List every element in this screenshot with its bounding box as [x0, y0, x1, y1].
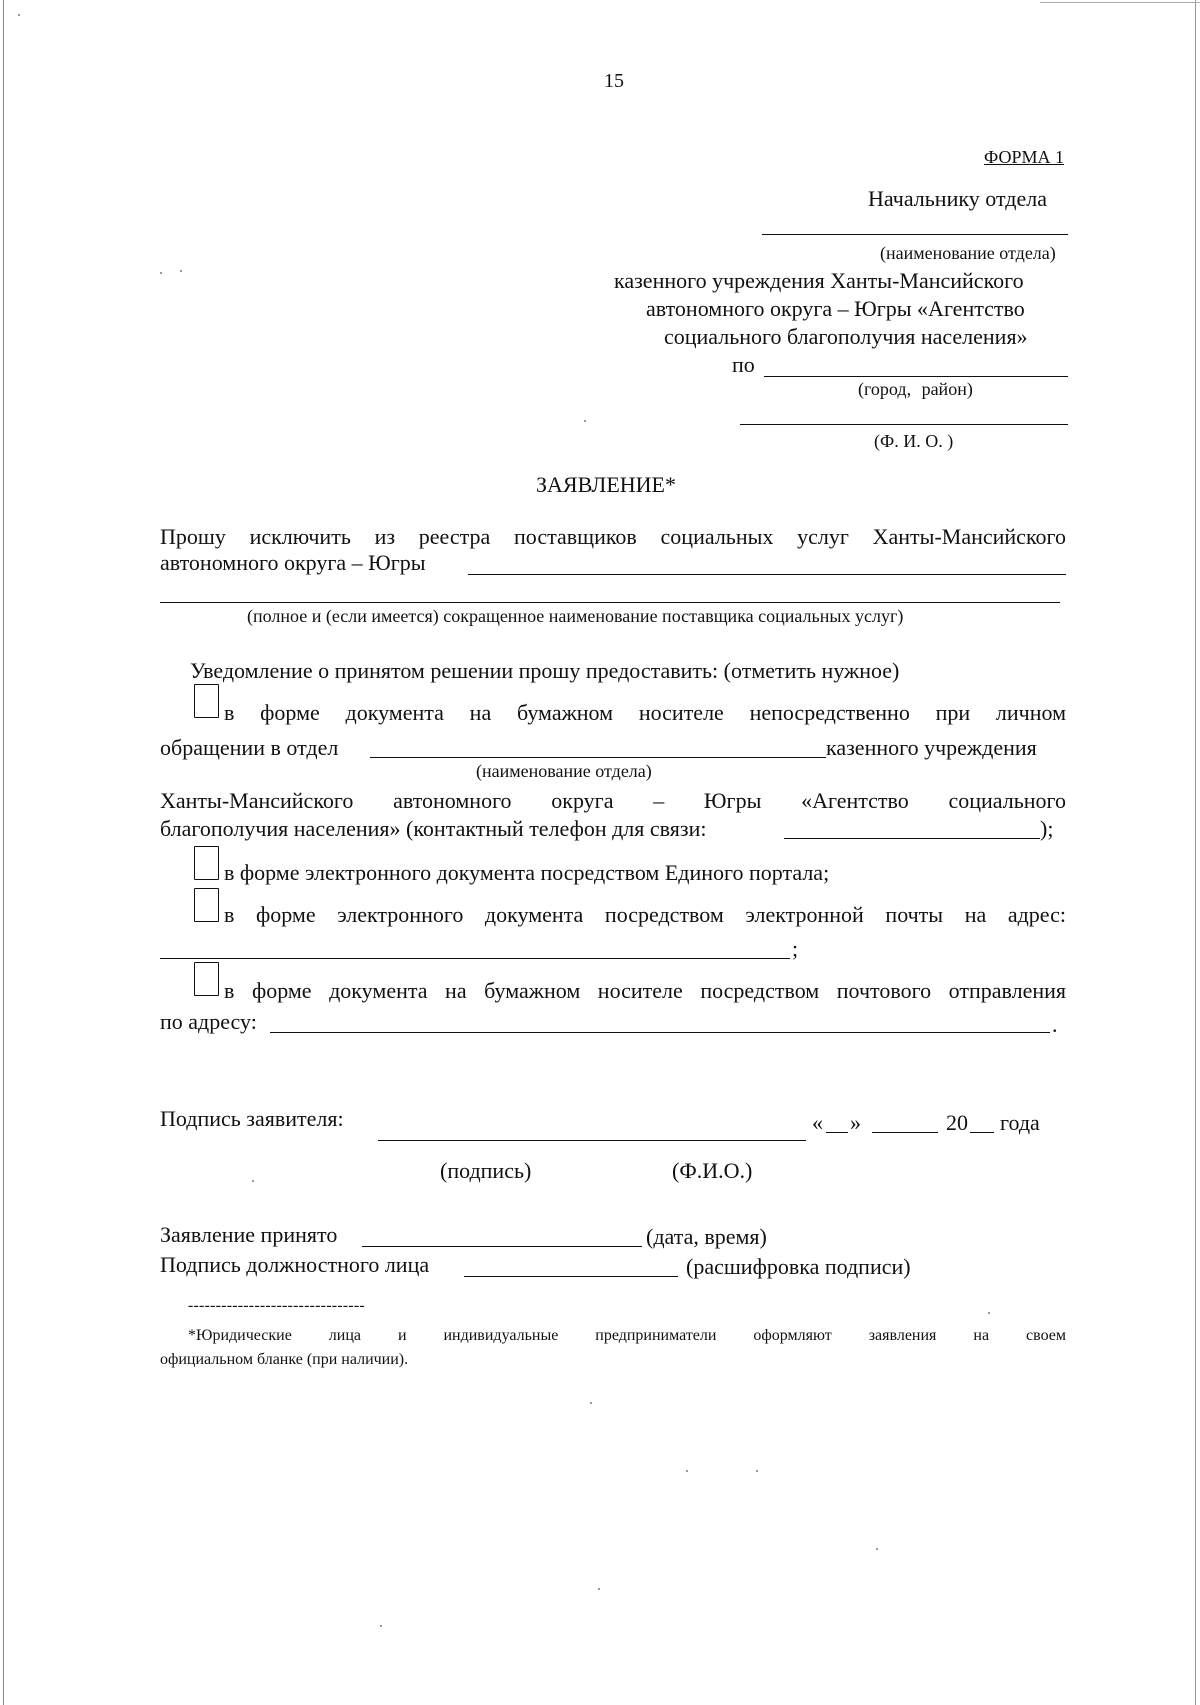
option-1-line-2-prefix: обращении в отдел	[160, 735, 339, 760]
request-line-2: автономного округа – Югры	[160, 550, 426, 575]
request-line-1: Прошу исключить из реестра поставщиков социальных услуг Ханты-Мансийского	[160, 524, 1066, 549]
scan-speck	[756, 1470, 758, 1472]
notification-intro: Уведомление о принятом решении прошу предоставить: (отметить нужное)	[190, 658, 900, 683]
email-blank[interactable]	[160, 958, 790, 959]
official-label: Подпись должностного лица	[160, 1252, 430, 1277]
phone-blank[interactable]	[784, 838, 1040, 839]
city-caption: (город, район)	[858, 379, 973, 399]
scan-edge-left	[3, 0, 4, 1705]
option-1-line-2-suffix: казенного учреждения	[826, 735, 1037, 760]
scan-edge-top	[1040, 2, 1200, 3]
date-month-blank[interactable]	[872, 1132, 938, 1133]
official-caption: (расшифровка подписи)	[686, 1254, 911, 1279]
year-prefix: 20	[946, 1110, 968, 1135]
option-1-line-4-suffix: );	[1040, 816, 1054, 841]
option-1-dept-blank	[370, 757, 826, 758]
option-4-line-1: в форме документа на бумажном носителе посредством почтового отправления	[224, 978, 1066, 1003]
addressee-line-4: социального благополучия населения»	[664, 324, 1028, 349]
date-open-quote: «	[812, 1110, 823, 1135]
addressee-line-2: казенного учреждения Ханты-Мансийского	[614, 268, 1024, 293]
provider-name-blank-2	[160, 602, 1060, 603]
po-label: по	[732, 352, 755, 377]
city-blank	[764, 376, 1068, 377]
option-1-line-1: в форме документа на бумажном носителе непосредственно при личном	[224, 700, 1066, 725]
scan-speck	[584, 420, 586, 422]
page-number: 15	[604, 70, 624, 92]
option-3-line-1: в форме электронного документа посредством электронной почты на адрес:	[224, 902, 1066, 927]
scan-speck	[160, 272, 162, 274]
option-3-end: ;	[792, 936, 799, 961]
signature-caption: (подпись)	[440, 1158, 532, 1183]
fio-blank	[740, 424, 1068, 425]
option-1-line-4-prefix: благополучия населения» (контактный телефон для связи:	[160, 816, 707, 841]
option-4-end: .	[1052, 1012, 1058, 1037]
signature-label: Подпись заявителя:	[160, 1106, 344, 1131]
accepted-label: Заявление принято	[160, 1222, 338, 1247]
option-1-line-3: Ханты-Мансийского автономного округа – Югры «Агентство социального	[160, 788, 1066, 813]
scan-speck	[686, 1470, 688, 1472]
dept-caption: (наименование отдела)	[880, 243, 1056, 263]
signature-blank[interactable]	[378, 1140, 806, 1141]
footnote-line-2: официальном бланке (при наличии).	[160, 1351, 409, 1368]
date-year-blank[interactable]	[970, 1132, 994, 1133]
postal-address-blank[interactable]	[270, 1032, 1050, 1033]
option-2-text: в форме электронного документа посредством Единого портала;	[224, 860, 830, 885]
option-paper-by-mail-checkbox[interactable]	[194, 962, 219, 996]
addressee-line-1: Начальнику отдела	[868, 186, 1047, 211]
option-email-checkbox[interactable]	[194, 888, 219, 922]
provider-name-caption: (полное и (если имеется) сокращенное наименование поставщика социальных услуг)	[247, 606, 904, 626]
scan-speck	[380, 1625, 382, 1627]
option-paper-in-person-checkbox[interactable]	[194, 684, 219, 718]
date-close-quote: »	[850, 1110, 861, 1135]
provider-name-blank-1	[468, 574, 1066, 575]
scan-speck	[988, 1312, 990, 1314]
dept-name-blank	[762, 234, 1068, 235]
official-signature-blank[interactable]	[464, 1276, 678, 1277]
scan-speck	[590, 1402, 592, 1404]
form-label: ФОРМА 1	[984, 147, 1064, 167]
scan-speck	[180, 270, 182, 272]
year-suffix: года	[1000, 1110, 1040, 1135]
accepted-caption: (дата, время)	[646, 1224, 767, 1249]
document-title: ЗАЯВЛЕНИЕ*	[536, 472, 676, 497]
addressee-line-3: автономного округа – Югры «Агентство	[646, 296, 1025, 321]
option-unified-portal-checkbox[interactable]	[194, 846, 219, 880]
accepted-datetime-blank[interactable]	[362, 1246, 642, 1247]
option-1-dept-caption: (наименование отдела)	[476, 761, 652, 781]
date-day-blank[interactable]	[826, 1132, 848, 1133]
fio-caption-signature: (Ф.И.О.)	[672, 1158, 753, 1183]
option-4-line-2-prefix: по адресу:	[160, 1009, 257, 1034]
footnote-separator: --------------------------------	[188, 1297, 365, 1314]
scan-speck	[18, 14, 20, 16]
scan-edge-right	[1195, 0, 1196, 1705]
scan-speck	[598, 1588, 600, 1590]
fio-caption: (Ф. И. О. )	[874, 431, 954, 451]
scan-speck	[252, 1180, 254, 1182]
scan-speck	[876, 1548, 878, 1550]
footnote-line-1: *Юридические лица и индивидуальные предприниматели оформляют заявления на своем	[188, 1327, 1066, 1344]
